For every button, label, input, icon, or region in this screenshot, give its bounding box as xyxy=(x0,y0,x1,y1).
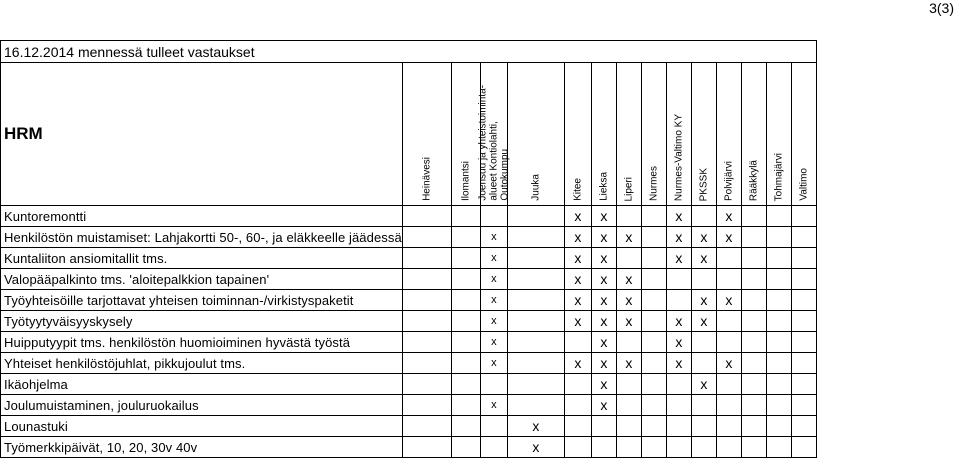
mark-cell xyxy=(741,290,766,311)
mark-cell xyxy=(507,269,564,290)
column-header-label: Ilomantsi xyxy=(460,160,472,201)
mark-cell xyxy=(766,374,791,395)
mark-cell xyxy=(666,395,691,416)
mark-cell xyxy=(791,416,816,437)
mark-cell xyxy=(766,395,791,416)
mark-cell xyxy=(741,227,766,248)
mark-cell xyxy=(641,395,666,416)
title-row xyxy=(1,41,817,63)
mark-cell xyxy=(666,416,691,437)
table-row xyxy=(1,311,817,332)
mark-cell xyxy=(641,416,666,437)
mark-cell xyxy=(741,269,766,290)
mark-cell xyxy=(507,374,564,395)
mark-cell: x xyxy=(666,206,691,227)
column-header-label: Lieksa xyxy=(598,172,610,201)
table-row xyxy=(1,269,817,290)
mark-cell: x xyxy=(666,248,691,269)
row-label: Työtyytyväisyyskysely xyxy=(1,311,403,332)
mark-cell xyxy=(741,374,766,395)
column-header-label: Tohmajärvi xyxy=(773,152,785,201)
mark-cell: x xyxy=(616,311,641,332)
header-row xyxy=(1,63,817,206)
mark-cell xyxy=(791,269,816,290)
page-number: 3(3) xyxy=(929,0,954,16)
table-row xyxy=(1,353,817,374)
mark-cell xyxy=(766,353,791,374)
mark-cell xyxy=(507,290,564,311)
row-label: Lounastuki xyxy=(1,416,403,437)
mark-cell xyxy=(716,332,741,353)
mark-cell: x xyxy=(591,227,616,248)
mark-cell xyxy=(402,353,451,374)
mark-cell xyxy=(716,395,741,416)
mark-cell xyxy=(507,353,564,374)
mark-cell xyxy=(716,311,741,332)
column-header-label: Kitee xyxy=(572,178,584,201)
mark-cell xyxy=(564,374,591,395)
mark-cell: x xyxy=(480,311,507,332)
mark-cell xyxy=(741,311,766,332)
mark-cell xyxy=(451,227,480,248)
mark-cell xyxy=(741,206,766,227)
section-label: HRM xyxy=(1,63,403,206)
mark-cell xyxy=(641,206,666,227)
mark-cell xyxy=(741,395,766,416)
mark-cell xyxy=(741,332,766,353)
table-row xyxy=(1,248,817,269)
mark-cell xyxy=(402,416,451,437)
mark-cell xyxy=(741,437,766,458)
mark-cell xyxy=(791,206,816,227)
mark-cell xyxy=(616,248,641,269)
mark-cell xyxy=(666,374,691,395)
mark-cell: x xyxy=(564,290,591,311)
column-header xyxy=(741,63,766,206)
mark-cell xyxy=(451,269,480,290)
mark-cell: x xyxy=(591,395,616,416)
mark-cell: x xyxy=(507,416,564,437)
mark-cell xyxy=(641,332,666,353)
mark-cell xyxy=(766,311,791,332)
mark-cell xyxy=(564,332,591,353)
mark-cell: x xyxy=(666,332,691,353)
mark-cell xyxy=(716,416,741,437)
mark-cell xyxy=(616,395,641,416)
mark-cell: x xyxy=(480,248,507,269)
mark-cell xyxy=(766,332,791,353)
mark-cell: x xyxy=(691,374,716,395)
mark-cell xyxy=(616,206,641,227)
mark-cell xyxy=(616,416,641,437)
mark-cell xyxy=(691,437,716,458)
column-header-label: Heinävesi xyxy=(421,157,433,201)
column-header xyxy=(641,63,666,206)
row-label: Joulumuistaminen, jouluruokailus xyxy=(1,395,403,416)
column-header-label: Nurmes xyxy=(648,165,660,201)
mark-cell xyxy=(507,248,564,269)
page-title: 16.12.2014 mennessä tulleet vastaukset xyxy=(1,41,817,63)
mark-cell xyxy=(691,353,716,374)
mark-cell xyxy=(402,290,451,311)
mark-cell xyxy=(691,395,716,416)
mark-cell xyxy=(480,437,507,458)
column-header xyxy=(791,63,816,206)
mark-cell xyxy=(641,311,666,332)
column-header xyxy=(507,63,564,206)
mark-cell xyxy=(451,248,480,269)
column-header-label: Polvijärvi xyxy=(723,160,735,201)
mark-cell: x xyxy=(480,353,507,374)
mark-cell xyxy=(641,227,666,248)
mark-cell xyxy=(402,269,451,290)
mark-cell xyxy=(402,227,451,248)
row-label: Yhteiset henkilöstöjuhlat, pikkujoulut tms. xyxy=(1,353,403,374)
mark-cell xyxy=(641,290,666,311)
mark-cell xyxy=(641,437,666,458)
table-row xyxy=(1,206,817,227)
mark-cell xyxy=(791,332,816,353)
row-label: Valopääpalkinto tms. 'aloitepalkkion tapainen' xyxy=(1,269,403,290)
mark-cell xyxy=(741,248,766,269)
mark-cell xyxy=(451,311,480,332)
mark-cell: x xyxy=(480,269,507,290)
mark-cell xyxy=(616,374,641,395)
mark-cell xyxy=(641,269,666,290)
row-label: Henkilöstön muistamiset: Lahjakortti 50-, 60-, ja eläkkeelle jäädessä xyxy=(1,227,403,248)
table-row xyxy=(1,395,817,416)
mark-cell: x xyxy=(616,353,641,374)
mark-cell xyxy=(616,437,641,458)
mark-cell xyxy=(791,311,816,332)
column-header xyxy=(766,63,791,206)
mark-cell xyxy=(507,311,564,332)
mark-cell: x xyxy=(691,311,716,332)
mark-cell: x xyxy=(591,269,616,290)
column-header xyxy=(716,63,741,206)
mark-cell xyxy=(791,353,816,374)
column-header xyxy=(591,63,616,206)
mark-cell: x xyxy=(716,353,741,374)
mark-cell: x xyxy=(666,227,691,248)
mark-cell xyxy=(507,395,564,416)
column-header xyxy=(477,63,511,206)
mark-cell: x xyxy=(716,290,741,311)
mark-cell xyxy=(791,437,816,458)
row-label: Työmerkkipäivät, 10, 20, 30v 40v xyxy=(1,437,403,458)
mark-cell: x xyxy=(591,290,616,311)
mark-cell xyxy=(691,206,716,227)
mark-cell xyxy=(402,248,451,269)
mark-cell xyxy=(480,374,507,395)
mark-cell xyxy=(451,395,480,416)
mark-cell: x xyxy=(564,353,591,374)
mark-cell xyxy=(402,311,451,332)
mark-cell xyxy=(766,269,791,290)
mark-cell xyxy=(451,353,480,374)
mark-cell: x xyxy=(591,374,616,395)
mark-cell: x xyxy=(591,353,616,374)
mark-cell xyxy=(666,290,691,311)
mark-cell xyxy=(741,416,766,437)
column-header-label: Rääkkylä xyxy=(748,159,760,201)
mark-cell xyxy=(791,227,816,248)
mark-cell xyxy=(766,227,791,248)
row-label: Ikäohjelma xyxy=(1,374,403,395)
mark-cell: x xyxy=(591,248,616,269)
mark-cell xyxy=(766,437,791,458)
mark-cell xyxy=(480,206,507,227)
mark-cell: x xyxy=(691,227,716,248)
mark-cell xyxy=(402,374,451,395)
mark-cell: x xyxy=(507,437,564,458)
column-header-label: Nurmes-Valtimo KY xyxy=(673,113,685,201)
mark-cell: x xyxy=(564,248,591,269)
mark-cell: x xyxy=(666,311,691,332)
mark-cell: x xyxy=(666,353,691,374)
mark-cell xyxy=(791,395,816,416)
mark-cell xyxy=(716,437,741,458)
mark-cell xyxy=(791,248,816,269)
mark-cell xyxy=(507,227,564,248)
mark-cell xyxy=(616,332,641,353)
mark-cell xyxy=(591,416,616,437)
mark-cell xyxy=(741,353,766,374)
mark-cell xyxy=(507,332,564,353)
column-header xyxy=(616,63,641,206)
survey-table xyxy=(0,40,817,458)
column-header xyxy=(451,63,480,206)
mark-cell: x xyxy=(480,395,507,416)
mark-cell xyxy=(451,416,480,437)
mark-cell: x xyxy=(564,269,591,290)
row-label: Huipputyypit tms. henkilöstön huomioiminen hyvästä työstä xyxy=(1,332,403,353)
table-row xyxy=(1,332,817,353)
mark-cell xyxy=(766,416,791,437)
mark-cell xyxy=(691,416,716,437)
mark-cell: x xyxy=(591,311,616,332)
mark-cell xyxy=(716,269,741,290)
mark-cell: x xyxy=(691,290,716,311)
mark-cell: x xyxy=(480,227,507,248)
mark-cell xyxy=(791,290,816,311)
mark-cell xyxy=(591,437,616,458)
table-row xyxy=(1,437,817,458)
table-row xyxy=(1,227,817,248)
mark-cell xyxy=(691,269,716,290)
row-label: Kuntaliiton ansiomitallit tms. xyxy=(1,248,403,269)
mark-cell xyxy=(766,206,791,227)
mark-cell: x xyxy=(616,269,641,290)
mark-cell xyxy=(641,248,666,269)
column-header-label: PKSSK xyxy=(698,167,710,201)
column-header-label: Liperi xyxy=(623,176,635,201)
mark-cell: x xyxy=(591,206,616,227)
row-label: Kuntoremontti xyxy=(1,206,403,227)
mark-cell: x xyxy=(564,227,591,248)
mark-cell: x xyxy=(480,290,507,311)
mark-cell: x xyxy=(691,248,716,269)
mark-cell: x xyxy=(616,227,641,248)
mark-cell: x xyxy=(716,206,741,227)
column-header xyxy=(402,63,451,206)
column-header-label: Juuka xyxy=(530,174,542,201)
mark-cell xyxy=(451,290,480,311)
mark-cell xyxy=(766,248,791,269)
mark-cell: x xyxy=(480,332,507,353)
mark-cell xyxy=(564,395,591,416)
mark-cell xyxy=(451,437,480,458)
mark-cell xyxy=(402,332,451,353)
mark-cell xyxy=(507,206,564,227)
mark-cell: x xyxy=(591,332,616,353)
mark-cell: x xyxy=(716,227,741,248)
mark-cell: x xyxy=(564,311,591,332)
mark-cell xyxy=(766,290,791,311)
mark-cell xyxy=(666,437,691,458)
mark-cell xyxy=(716,374,741,395)
mark-cell xyxy=(564,437,591,458)
mark-cell xyxy=(480,416,507,437)
mark-cell: x xyxy=(616,290,641,311)
mark-cell xyxy=(402,395,451,416)
table-row xyxy=(1,416,817,437)
column-header xyxy=(691,63,716,206)
column-header xyxy=(666,63,691,206)
mark-cell xyxy=(716,248,741,269)
mark-cell xyxy=(564,416,591,437)
mark-cell xyxy=(691,332,716,353)
column-header-label: Valtimo xyxy=(798,168,810,201)
mark-cell xyxy=(641,353,666,374)
mark-cell: x xyxy=(564,206,591,227)
mark-cell xyxy=(402,206,451,227)
mark-cell xyxy=(451,332,480,353)
mark-cell xyxy=(402,437,451,458)
column-header xyxy=(564,63,591,206)
mark-cell xyxy=(451,374,480,395)
mark-cell xyxy=(451,206,480,227)
mark-cell xyxy=(666,269,691,290)
mark-cell xyxy=(791,374,816,395)
row-label: Työyhteisöille tarjottavat yhteisen toiminnan-/virkistyspaketit xyxy=(1,290,403,311)
table-row xyxy=(1,290,817,311)
table-row xyxy=(1,374,817,395)
mark-cell xyxy=(641,374,666,395)
column-header-label: Joensuu ja yhteistoiminta- alueet Kontiolahti, Outokumpu xyxy=(477,85,511,201)
